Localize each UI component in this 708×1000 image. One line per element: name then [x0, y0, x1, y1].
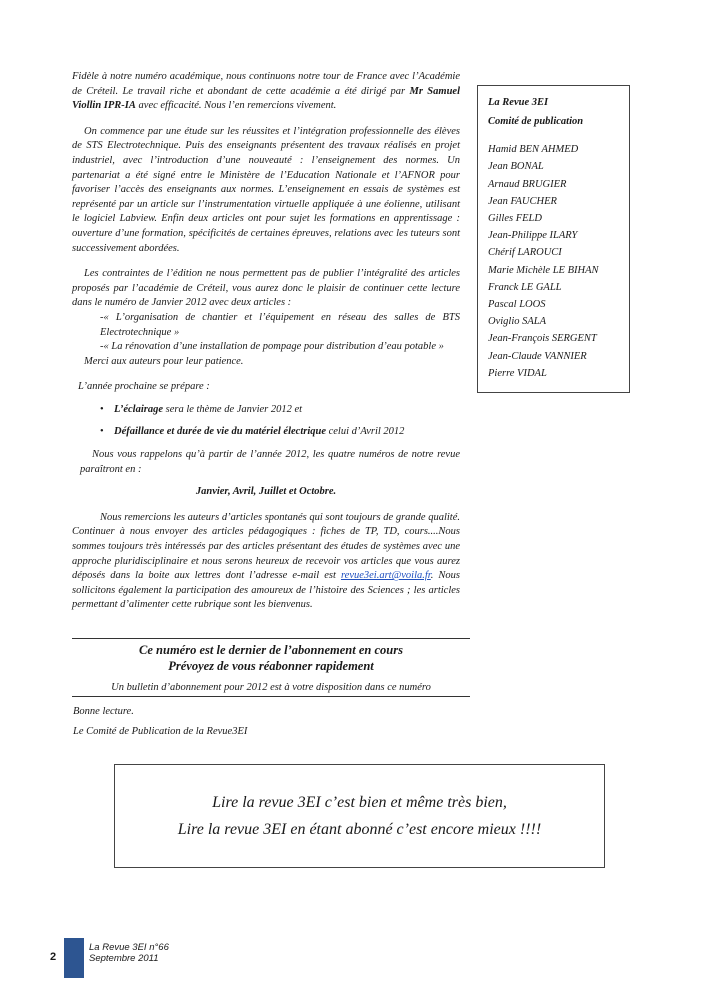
- committee-member: Jean-Philippe ILARY: [488, 230, 578, 242]
- subscription-notice: [72, 642, 470, 674]
- subscription-top-rule: [72, 638, 470, 639]
- upcoming-article-2: -« La rénovation d’une installation de pompage pour distribution d’eau potable »: [100, 341, 444, 353]
- committee-member: Arnaud BRUGIER: [488, 178, 567, 190]
- publication-months: Janvier, Avril, Juillet et Octobre.: [195, 486, 337, 498]
- themes-list: [72, 403, 460, 440]
- director-name: Mr Samuel Viollin IPR-IA: [72, 85, 460, 112]
- committee-member: Jean BONAL: [488, 161, 544, 173]
- authors-paragraph: [72, 511, 460, 613]
- slogan-box: [114, 764, 605, 868]
- theme-title: L’éclairage: [114, 403, 163, 415]
- committee-member: Pascal LOOS: [488, 299, 546, 311]
- slogan-line-2: Lire la revue 3EI en étant abonné c’est encore mieux !!!!: [177, 821, 542, 838]
- committee-member: Oviglio SALA: [488, 316, 547, 328]
- publication-committee-box: [477, 85, 630, 393]
- committee-member: Jean FAUCHER: [488, 195, 557, 207]
- subscription-bottom-rule: [72, 696, 470, 697]
- sidebar-title: La Revue 3EI: [488, 97, 549, 108]
- authors-text-end: . Nous sollicitons également la participation des amoureux de l’histoire des Sciences ; les articles permettant d’alimenter cette rubrique sont les bienvenus.: [72, 570, 460, 611]
- intro-text-end: avec efficacité. Nous l’en remercions vivement.: [135, 100, 337, 112]
- committee-member: Franck LE GALL: [488, 281, 562, 293]
- journal-issue: La Revue 3EI n°66: [89, 942, 169, 953]
- next-year-line: L’année prochaine se prépare :: [78, 381, 210, 393]
- theme-item: [72, 425, 460, 440]
- committee-member: Jean-François SERGENT: [488, 333, 597, 345]
- intro-text: Fidèle à notre numéro académique, nous continuons notre tour de France avec l’Académie de Créteil. Le travail riche et abondant de cette académie a été dirigé par: [72, 71, 460, 97]
- subscription-line-2: Prévoyez de vous réabonner rapidement: [168, 659, 374, 673]
- theme-title: Défaillance et durée de vie du matériel électrique: [114, 426, 326, 438]
- committee-member: Gilles FELD: [488, 213, 542, 224]
- committee-member: Pierre VIDAL: [488, 367, 547, 379]
- subscription-bulletin: Un bulletin d’abonnement pour 2012 est à votre disposition dans ce numéro: [111, 682, 431, 693]
- subscription-line-1: Ce numéro est le dernier de l’abonnement en cours: [139, 643, 403, 657]
- schedule-reminder: Nous vous rappelons qu’à partir de l’année 2012, les quatre numéros de notre revue paraîtront en :: [80, 449, 460, 475]
- thanks-line: Merci aux auteurs pour leur patience.: [84, 355, 244, 367]
- footer-accent-bar: [64, 938, 84, 978]
- bonne-lecture: Bonne lecture.: [73, 706, 134, 717]
- slogan-line-1: Lire la revue 3EI c’est bien et même très bien,: [212, 794, 507, 811]
- footer-journal-info: [89, 942, 169, 964]
- email-link[interactable]: revue3ei.art@voila.fr: [340, 570, 431, 582]
- committee-member: Hamid BEN AHMED: [488, 144, 579, 156]
- signature: Le Comité de Publication de la Revue3EI: [73, 726, 248, 737]
- upcoming-article-1: -« L’organisation de chantier et l’équipement en réseau des salles de BTS Electrotechnique »: [100, 311, 460, 338]
- committee-member: Chérif LAROUCI: [488, 247, 562, 259]
- contents-paragraph: On commence par une étude sur les réussites et l’intégration professionnelle des élèves de STS Electrotechnique. Puis des enseignants présentent des travaux réalisés en projet industriel, avec l’introduction d’une nouveauté : l’enseignement des normes. Un partenariat a été signé entre le Ministère de l’Education Nationale et l’AFNOR pour favoriser l’accès des enseignants aux normes. L’enseignement en essais de systèmes est représenté par un article sur l’instrumentation virtuelle appliquée à une éolienne, utilisant le logiciel Labview. Enfin deux articles ont pour sujet les formations en apprentissage : ouverture d’une formation, spécificités de certaines épreuves, relations avec les tuteurs sont successivement abordées.: [72, 125, 460, 254]
- intro-paragraph: [72, 70, 460, 114]
- theme-date: sera le thème de Janvier 2012 et: [162, 403, 303, 415]
- sidebar-subtitle: Comité de publication: [488, 115, 584, 127]
- committee-member: Jean-Claude VANNIER: [488, 350, 587, 362]
- committee-list: [488, 141, 619, 382]
- issue-date: Septembre 2011: [89, 953, 159, 964]
- committee-member: Marie Michèle LE BIHAN: [488, 264, 599, 276]
- theme-date: celui d’Avril 2012: [325, 426, 405, 438]
- constraints-paragraph: Les contraintes de l’édition ne nous permettent pas de publier l’intégralité des articles proposés par l’académie de Créteil, vous aurez donc le plaisir de continuer cette lecture dans le numéro de Janvier 2012 avec deux articles :: [72, 268, 460, 309]
- theme-item: [72, 403, 460, 418]
- editorial-column: [72, 70, 460, 613]
- page-number: 2: [50, 951, 57, 963]
- authors-text: Nous remercions les auteurs d’articles spontanés qui sont toujours de grande qualité. Continuer à nous envoyer des articles pédagogiques : fiches de TP, TD, cours....Nous sommes toujours très intéressés par des articles présentant des études de systèmes avec une approche pluridisciplinaire et nous serons heureux de recevoir vos articles que vous aurez déposés dans la boite aux lettres dont l’adresse e-mail est: [72, 511, 460, 582]
